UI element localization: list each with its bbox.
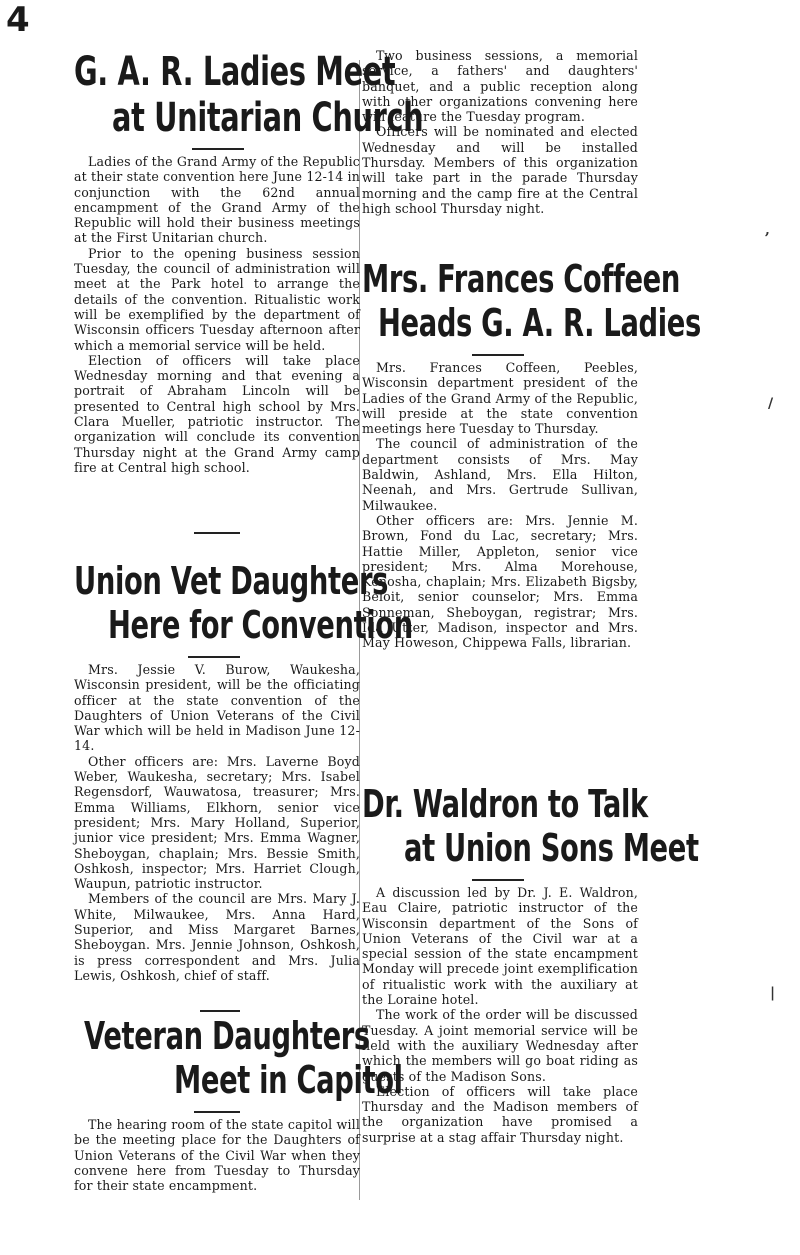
headline-rule [472,879,524,881]
margin-mark: / [768,396,774,412]
article-union-vet-daughters [74,559,413,1010]
article-body [74,154,360,475]
margin-mark: , [765,222,770,238]
article-body [362,48,638,216]
paragraph: Other officers are: Mrs. Laverne Boyd Weber, Waukesha, secretary; Mrs. Isabel Regensdorf, Wauwatosa, treasurer; Mrs. Emma Williams, Elkhorn, senior vice president; Mrs. Mary Holland, Superior, junior vice president; Mrs. Emma Wagner, Sheboygan, chaplain; Mrs. Bessie Smith, Oshkosh, inspector; Mrs. Harriet Clough, Waupun, patriotic instructor. [74,753,360,892]
article-body [74,662,360,983]
paragraph: A discussion led by Dr. J. E. Waldron, Eau Claire, patriotic instructor of the Wisconsin department of the Sons of Union Veterans of the Civil war at a special session of the state encampment Monday will precede joint exemplification of ritualistic work with the auxiliary at the Loraine hotel. [362,885,638,1008]
paragraph: Officers will be nominated and elected Wednesday and will be installed Thursday. Members of this organization will take part in the parade Thursday morning and the camp fire at the Central high school Thursday night. [362,124,638,216]
article-veteran-daughters [74,1014,403,1255]
headline-line-1: G. A. R. Ladies Meet [74,49,396,95]
article-gar-ladies [74,49,424,530]
article-coffeen [362,257,701,728]
headline-rule [194,1111,240,1113]
paragraph: Ladies of the Grand Army of the Republic at their state convention here June 12-14 in conjunction with the 62nd annual encampment of the Grand Army of the Republic will hold their business meetings at the First Unitarian church. [74,154,360,246]
paragraph: Prior to the opening business session Tuesday, the council of administration will meet at the Park hotel to arrange the details of the convention. Ritualistic work will be exemplified by the department of Wisconsin officers Tuesday afternoon after which a memorial service will be held. [74,245,360,353]
paragraph: Election of officers will take place Wednesday morning and that evening a portrait of Abraham Lincoln will be presented to Central high school by Mrs. Clara Mueller, patriotic instructor. The organization will conclude its convention Thursday night at the Grand Army camp fire at Central high school. [74,352,360,475]
article-gar-continued [362,48,638,248]
headline-line-1: Veteran Daughters [84,1014,370,1058]
end-rule [194,532,240,534]
paragraph: The work of the order will be discussed Tuesday. A joint memorial service will be held with the auxiliary Wednesday after which the members will go boat riding as guests of the Madison Sons. [362,1007,638,1084]
article-waldron [362,782,699,1233]
article-body [362,360,638,651]
article-body [362,885,638,1145]
headline-line-2: Heads G. A. R. Ladies [378,301,701,345]
paragraph: The council of administration of the department consists of Mrs. May Baldwin, Ashland, Mrs. Ella Hilton, Neenah, and Mrs. Gertrude Sullivan, Milwaukee. [362,436,638,513]
headline-line-1: Mrs. Frances Coffeen [362,257,680,301]
paragraph: Mrs. Jessie V. Burow, Waukesha, Wisconsin president, will be the officiating officer at the state convention of the Daughters of Union Veterans of the Civil War which will be held in Madison June 12-14. [74,662,360,754]
article-body [74,1117,360,1193]
paragraph: Members of the council are Mrs. Mary J. White, Milwaukee, Mrs. Anna Hard, Superior, and Miss Margaret Barnes, Sheboygan. Mrs. Jennie Johnson, Oshkosh, is press correspondent and Mrs. Julia Lewis, Oshkosh, chief of staff. [74,891,360,983]
paragraph: Other officers are: Mrs. Jennie M. Brown, Fond du Lac, secretary; Mrs. Hattie Miller, Appleton, senior vice president; Mrs. Alma Morehouse, Kenosha, chaplain; Mrs. Elizabeth Bigsby, Beloit, senior counselor; Mrs. Emma Sonneman, Sheboygan, registrar; Mrs. Ida Utter, Madison, inspector and Mrs. May Howeson, Chippewa Falls, librarian. [362,512,638,651]
headline-line-1: Dr. Waldron to Talk [362,782,648,826]
headline-line-2: Meet in Capitol [174,1058,403,1102]
headline-rule [188,656,240,658]
paragraph: Two business sessions, a memorial service, a fathers' and daughters' banquet, and a public reception along with other organizations convening here will feature the Tuesday program. [362,48,638,125]
paragraph: Mrs. Frances Coffeen, Peebles, Wisconsin department president of the Ladies of the Grand Army of the Republic, will preside at the state convention meetings here Tuesday to Thursday. [362,360,638,437]
end-rule [200,1010,240,1012]
paragraph: Election of officers will take place Thursday and the Madison members of the organization have promised a surprise at a stag affair Thursday night. [362,1083,638,1145]
headline-line-2: at Union Sons Meet [404,826,699,870]
headline-rule [472,354,524,356]
page-number: 4 [6,0,30,40]
margin-mark: | [770,985,776,1001]
headline-line-1: Union Vet Daughters [74,559,388,603]
headline-line-2: at Unitarian Church [112,95,424,141]
paragraph: The hearing room of the state capitol will be the meeting place for the Daughters of Union Veterans of the Civil War when they convene here from Tuesday to Thursday for their state encampment. [74,1117,360,1194]
headline-line-2: Here for Convention [108,603,413,647]
headline-rule [192,148,244,150]
